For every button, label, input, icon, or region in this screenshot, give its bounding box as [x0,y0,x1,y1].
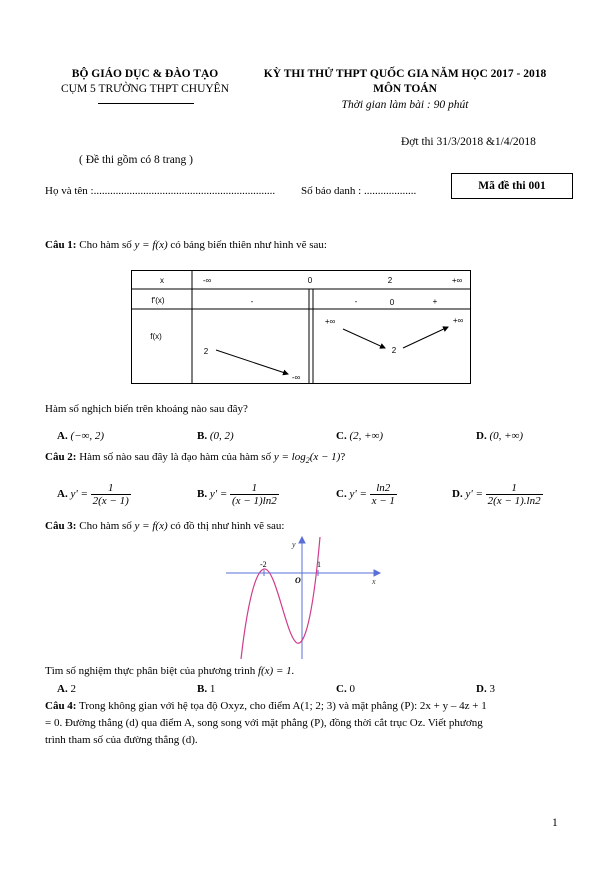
q1-options [57,430,577,446]
y-axis-arrow [299,537,305,543]
q1-stem-pre: Cho hàm số [79,239,132,251]
q2-stem-pre: Hàm số nào sau đây là đạo hàm của hàm số [79,451,272,463]
exam-dates: Đợt thi 31/3/2018 &1/4/2018 [401,136,536,148]
graph-tick-1: 1 [317,560,321,569]
vt-label-deriv: f'(x) [151,296,165,305]
q1-label: Câu 1: [45,239,77,251]
vt-x-pos-inf: +∞ [451,276,463,285]
q2-option-b[interactable]: B. y' = $\frac{1}{(x - 1)\ln 2}$ [197,482,277,507]
q1-func: y = f(x) [134,239,168,251]
graph-tick-neg2: -2 [260,560,267,569]
q3-stem [45,520,285,532]
variation-table [131,270,471,384]
vt-label-f: f(x) [150,332,162,341]
vt-label-x: x [160,276,164,285]
subject-title: MÔN TOÁN [373,83,437,95]
q3-option-d[interactable]: D. 3 [476,683,495,695]
q4-line-3: trình tham số của đường thẳng (d). [45,734,198,746]
vt-x-2: 2 [387,276,393,285]
exam-title: KỲ THI THỬ THPT QUỐC GIA NĂM HỌC 2017 - 2018 [263,68,547,80]
graph-origin-label: O [295,576,301,585]
vt-arrow-down-2 [343,329,385,348]
q1-option-d[interactable]: D. (0, +∞) [476,430,524,442]
q3-stem-post: có đồ thị như hình vẽ sau: [170,520,285,532]
vt-sign-2: - [354,297,358,306]
candidate-id-field: Số báo danh : ................... [301,185,417,197]
q2-options [57,480,577,512]
q1-question: Hàm số nghịch biến trên khoảng nào sau đây? [45,403,248,415]
vt-arrow-down-1 [216,350,288,374]
exam-code-box: Mã đề thi 001 [451,173,573,199]
q4-line-2: = 0. Đường thẳng (d) qua điểm A, song song với mặt phẳng (P), đồng thời cắt trục Oz. Viết phương [45,717,483,729]
page-count-note: ( Đề thi gồm có 8 trang ) [79,154,194,166]
cluster-name: CỤM 5 TRƯỜNG THPT CHUYÊN [60,83,230,95]
q2-option-a[interactable]: A. y' = $\frac{1}{2(x - 1)}$ [57,482,129,507]
page-number: 1 [552,817,558,829]
q1-stem-post: có bảng biến thiên như hình vẽ sau: [170,239,327,251]
vt-x-0: 0 [307,276,313,285]
q4-label: Câu 4: [45,700,77,712]
q2-stem [45,451,345,465]
vt-sign-zero: 0 [389,298,395,307]
q1-option-c[interactable]: C. (2, +∞) [336,430,384,442]
vt-x-neg-inf: -∞ [202,276,212,285]
vt-f-pos-inf-left: +∞ [324,317,336,326]
vt-f-2-min: 2 [391,346,397,355]
exam-duration: Thời gian làm bài : 90 phút [341,99,469,111]
vt-arrow-up [403,327,448,348]
graph-y-label: y [292,540,296,549]
q3-func: y = f(x) [134,520,168,532]
q2-option-d[interactable]: D. y' = $\frac{1}{2(x - 1).\ln 2}$ [452,482,541,507]
ministry-name: BỘ GIÁO DỤC & ĐÀO TẠO [71,68,219,80]
candidate-name-field: Họ và tên :.................................................................. [45,185,276,197]
q3-stem-pre: Cho hàm số [79,520,132,532]
q3-question-pre: Tìm số nghiệm thực phân biệt của phương trình [45,665,256,677]
q2-stem-post: ? [340,451,346,463]
q3-option-a[interactable]: A. 2 [57,683,76,695]
graph-x-label: x [372,577,376,586]
q2-option-c[interactable]: C. y' = $\frac{\ln 2}{x - 1}$ [336,482,395,507]
graph-curve [241,537,320,659]
x-axis-arrow [374,570,380,576]
q3-label: Câu 3: [45,520,77,532]
vt-f-neg-inf: -∞ [291,373,301,382]
q1-stem [45,239,327,251]
q3-question [45,665,294,677]
q3-equation: f(x) = 1. [257,665,295,677]
q3-option-b[interactable]: B. 1 [197,683,216,695]
q4-line-1: Câu 4: Trong không gian với hệ tọa độ Oxyz, cho điểm A(1; 2; 3) và mặt phẳng (P): 2x + y – 4z + 1 [45,700,487,712]
q1-option-b[interactable]: B. (0, 2) [197,430,234,442]
q1-option-a[interactable]: A. (−∞, 2) [57,430,105,442]
q3-option-c[interactable]: C. 0 [336,683,355,695]
q2-label: Câu 2: [45,451,77,463]
q3-graph [224,535,384,660]
vt-f-pos-inf-right: +∞ [452,316,464,325]
vt-sign-3: + [432,297,438,306]
q2-func: $y = \log_2(x - 1)$ [273,451,341,466]
q3-options [57,683,577,699]
header-underline [98,103,194,104]
vt-f-2-left: 2 [203,347,209,356]
vt-sign-1: - [250,297,254,306]
